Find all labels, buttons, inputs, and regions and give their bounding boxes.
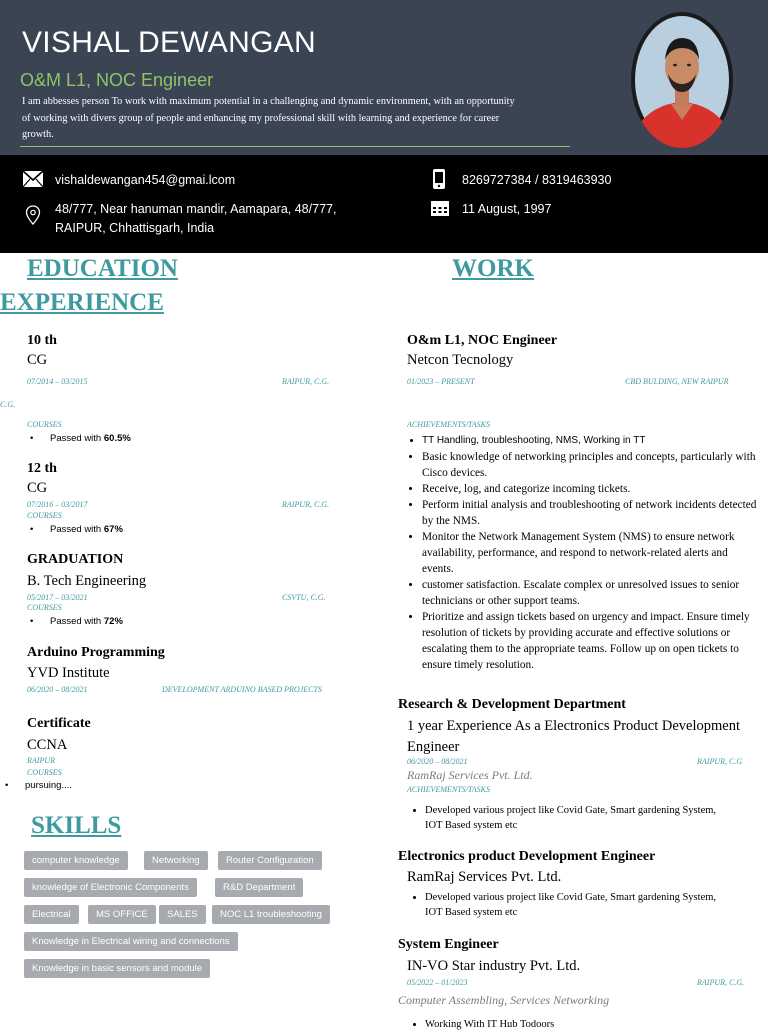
edu-cert-status: • pursuing.... bbox=[5, 780, 72, 791]
profile-summary: I am abbesses person To work with maximum potential in a challenging and dynamic environment, with an opportunity of working with divers group of people and enhancing my professional skill with learning and experience for career growth. bbox=[22, 96, 515, 140]
job-2-tasks-label: ACHIEVEMENTS/TASKS bbox=[407, 785, 490, 794]
skills-title: SKILLS bbox=[31, 812, 122, 839]
edu-12-result-value: 67% bbox=[103, 524, 123, 535]
edu-12-place: RAIPUR, C.G. bbox=[282, 500, 330, 509]
job-2-subtitle: 1 year Experience As a Electronics Product Development Engineer bbox=[407, 718, 740, 755]
address-line-2: RAIPUR, Chhattisgarh, India bbox=[55, 221, 215, 235]
job-4-title: System Engineer bbox=[398, 937, 499, 952]
list-item: • Developed various project like Covid Gate, Smart gardening System, IOT Based system etc bbox=[425, 890, 725, 920]
skill-chip: Knowledge in Electrical wiring and connections bbox=[24, 932, 238, 951]
mail-icon bbox=[22, 170, 44, 188]
address-line-1: 48/777, Near hanuman mandir, Aamapara, 48/777, bbox=[55, 202, 337, 216]
job-2-dates: 06/2020 – 08/2021 bbox=[407, 757, 468, 766]
candidate-role: O&M L1, NOC Engineer bbox=[20, 70, 214, 90]
edu-10-result-label: Passed with bbox=[50, 433, 104, 444]
skill-chip: SALES bbox=[159, 905, 206, 924]
education-title-line2: EXPERIENCE bbox=[0, 289, 164, 316]
edu-arduino-place: DEVELOPMENT ARDUINO BASED PROJECTS bbox=[162, 685, 322, 694]
edu-cert-place: RAIPUR bbox=[27, 756, 55, 765]
list-item: • Perform initial analysis and troubleshooting of network incidents detected by the NMS. bbox=[422, 497, 758, 529]
edu-10-place: RAIPUR, C.G. bbox=[282, 377, 330, 386]
job-2-company: RamRaj Services Pvt. Ltd. bbox=[407, 768, 533, 782]
edu-10-title: 10 th bbox=[27, 333, 57, 348]
edu-12-dates: 07/2016 – 03/2017 bbox=[27, 500, 88, 509]
contact-dob: 11 August, 1997 bbox=[462, 202, 552, 216]
skill-chip: Knowledge in basic sensors and module bbox=[24, 959, 210, 978]
skill-chip: Networking bbox=[144, 851, 208, 870]
location-icon bbox=[25, 205, 41, 225]
job-1-tasks-label: ACHIEVEMENTS/TASKS bbox=[407, 420, 490, 429]
edu-12-result-label: Passed with bbox=[50, 524, 104, 535]
profile-photo-illustration bbox=[631, 12, 733, 148]
contact-address bbox=[55, 200, 415, 238]
list-item: • TT Handling, troubleshooting, NMS, Working in TT bbox=[422, 433, 758, 449]
edu-grad-result bbox=[30, 616, 123, 627]
education-title: EDUCATION bbox=[27, 255, 178, 282]
edu-cert-title: Certificate bbox=[27, 716, 91, 731]
edu-10-result-value: 60.5% bbox=[103, 433, 131, 444]
job-1-place: CBD BULDING, NEW RAIPUR bbox=[625, 377, 729, 386]
job-2-place: RAIPUR, C.G bbox=[697, 757, 743, 766]
skill-chip: Electrical bbox=[24, 905, 79, 924]
job-1-company: Netcon Tecnology bbox=[407, 352, 514, 368]
edu-arduino-subtitle: YVD Institute bbox=[27, 665, 110, 681]
job-3-company: RamRaj Services Pvt. Ltd. bbox=[407, 869, 562, 885]
edu-grad-result-label: Passed with bbox=[50, 616, 104, 627]
list-item: • Developed various project like Covid Gate, Smart gardening System, IOT Based system etc bbox=[425, 803, 725, 833]
candidate-name: VISHAL DEWANGAN bbox=[22, 26, 316, 59]
job-1-tasks bbox=[406, 433, 758, 673]
edu-12-title: 12 th bbox=[27, 461, 57, 476]
job-4-dates: 05/2022 – 01/2023 bbox=[407, 978, 468, 987]
job-2-title: Research & Development Department bbox=[398, 697, 626, 712]
job-4-company: IN-VO Star industry Pvt. Ltd. bbox=[407, 958, 581, 974]
header-divider bbox=[20, 146, 570, 147]
contact-phone[interactable]: 8269727384 / 8319463930 bbox=[462, 173, 612, 187]
edu-grad-dates: 05/2017 – 03/2021 bbox=[27, 593, 88, 602]
list-item: • Receive, log, and categorize incoming tickets. bbox=[422, 481, 758, 497]
profile-photo bbox=[631, 12, 733, 148]
edu-grad-result-value: 72% bbox=[103, 616, 123, 627]
skill-chip: MS OFFICE bbox=[88, 905, 156, 924]
list-item: • customer satisfaction. Escalate complex or unresolved issues to senior technicians or other support teams. bbox=[422, 577, 758, 609]
edu-arduino-dates: 06/2020 – 08/2021 bbox=[27, 685, 88, 694]
edu-10-place-wrap: C.G. bbox=[0, 400, 16, 409]
edu-grad-subtitle: B. Tech Engineering bbox=[27, 573, 147, 589]
edu-arduino-title: Arduino Programming bbox=[27, 645, 165, 660]
skill-chip: Router Configuration bbox=[218, 851, 322, 870]
edu-10-courses: COURSES bbox=[27, 420, 62, 429]
contact-email[interactable]: vishaldewangan454@gmai.lcom bbox=[55, 173, 236, 187]
job-3-tasks bbox=[409, 890, 725, 920]
edu-12-subtitle: CG bbox=[27, 480, 48, 496]
edu-10-result bbox=[30, 433, 131, 444]
edu-grad-courses: COURSES bbox=[27, 603, 62, 612]
skill-chip: knowledge of Electronic Components bbox=[24, 878, 197, 897]
list-item: • Prioritize and assign tickets based on urgency and impact. Ensure timely resolution of tickets by providing accurate and effective solutions or escalating them to the appropriate teams. Follow up on open tickets to ensure timely resolution. bbox=[422, 609, 758, 673]
job-4-tasks bbox=[409, 1017, 725, 1032]
skill-chip: R&D Department bbox=[215, 878, 303, 897]
calendar-icon bbox=[430, 199, 450, 217]
list-item: • Basic knowledge of networking principles and concepts, particularly with Cisco devices. bbox=[422, 449, 758, 481]
job-4-place: RAIPUR, C.G. bbox=[697, 978, 745, 987]
list-item: • Monitor the Network Management System (NMS) to ensure network availability, performance, and respond to network-related alerts and events. bbox=[422, 529, 758, 577]
edu-10-subtitle: CG bbox=[27, 352, 48, 368]
skill-chip: NOC L1 troubleshooting bbox=[212, 905, 330, 924]
job-3-title: Electronics product Development Engineer bbox=[398, 849, 656, 864]
list-item: • Working With IT Hub Todoors bbox=[425, 1017, 725, 1032]
edu-12-courses: COURSES bbox=[27, 511, 62, 520]
job-1-title: O&m L1, NOC Engineer bbox=[407, 333, 558, 348]
edu-grad-title: GRADUATION bbox=[27, 552, 124, 567]
edu-12-result bbox=[30, 524, 123, 535]
job-4-description: Computer Assembling, Services Networking bbox=[398, 993, 610, 1007]
job-2-tasks bbox=[409, 803, 725, 833]
edu-10-dates: 07/2014 – 03/2015 bbox=[27, 377, 88, 386]
edu-grad-place: CSVTU, C.G. bbox=[282, 593, 326, 602]
edu-cert-courses: COURSES bbox=[27, 768, 62, 777]
work-title: WORK bbox=[452, 255, 534, 282]
edu-cert-subtitle: CCNA bbox=[27, 737, 68, 753]
job-1-dates: 01/2023 – PRESENT bbox=[407, 377, 475, 386]
skill-chip: computer knowledge bbox=[24, 851, 128, 870]
phone-icon bbox=[432, 168, 446, 190]
